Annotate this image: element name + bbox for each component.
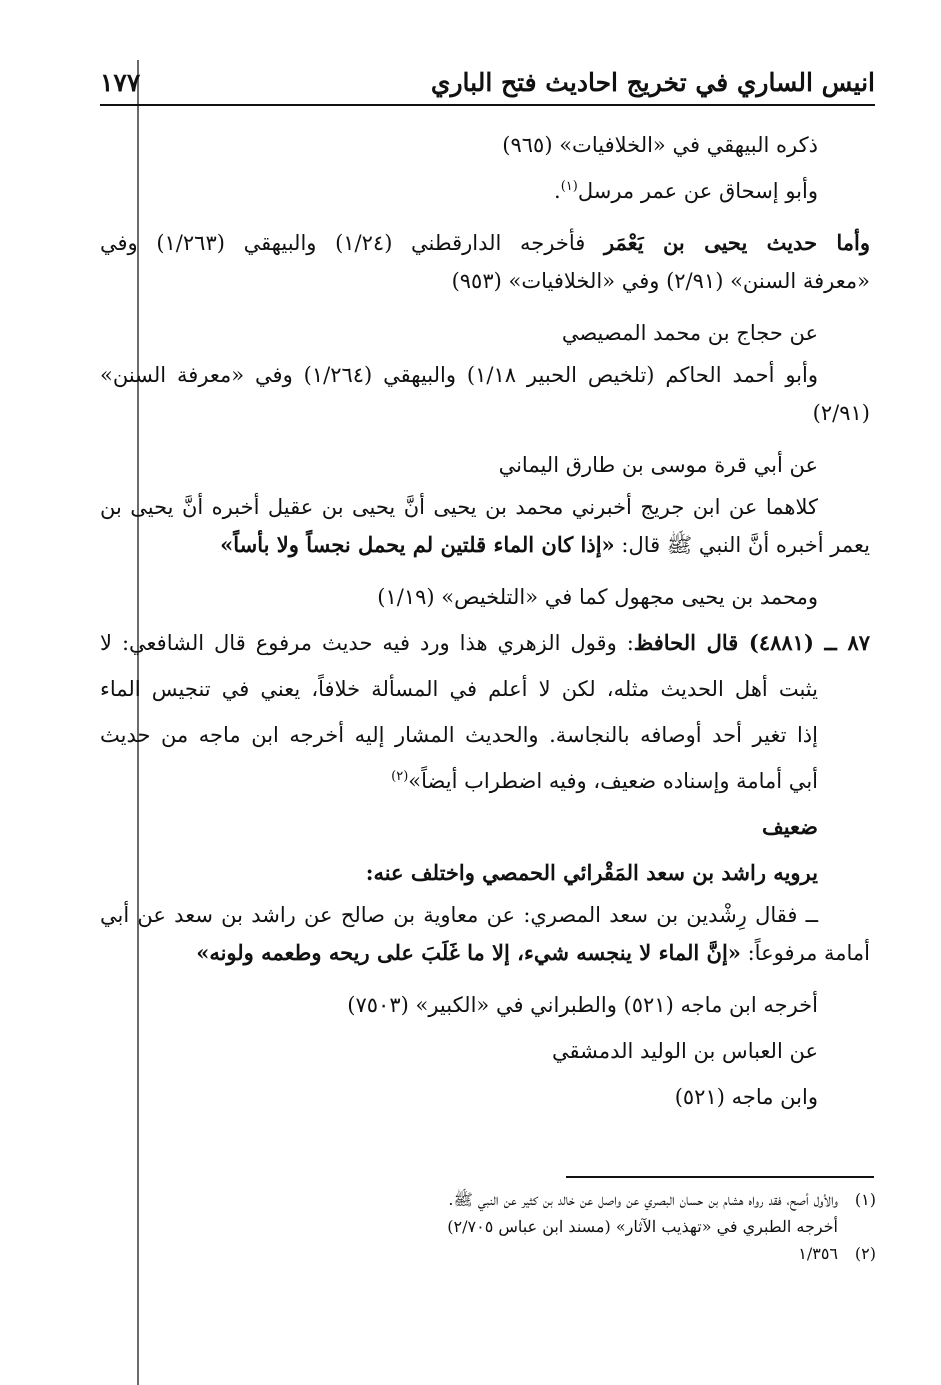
text-line: ومحمد بن يحيى مجهول كما في «التلخيص» (١/١٩) bbox=[377, 585, 818, 609]
footnote-1-continuation: أخرجه الطبري في «تهذيب الآثار» (مسند ابن عباس ٢/٧٠٥) bbox=[447, 1217, 838, 1236]
main-text bbox=[100, 122, 870, 1120]
text-line: عن أبي قرة موسى بن طارق اليماني bbox=[498, 453, 818, 477]
text-line: أخرجه ابن ماجه (٥٢١) والطبراني في «الكبير» (٧٥٠٣) bbox=[347, 993, 818, 1017]
header-rule bbox=[100, 104, 875, 106]
text-line: إذا تغير أحد أوصافه بالنجاسة. والحديث المشار إليه أخرجه ابن ماجه من حديث bbox=[100, 723, 818, 747]
footnote-number: (٢) bbox=[854, 1244, 876, 1263]
text-line: يعمر أخبره أنَّ النبي ﷺ قال: «إذا كان الماء قلتين لم يحمل نجساً ولا بأساً» bbox=[220, 532, 870, 557]
footnotes bbox=[150, 1186, 876, 1267]
text-line: يرويه راشد بن سعد المَقْرائي الحمصي واختلف عنه: bbox=[365, 860, 818, 885]
footnote-2: (٢)١/٣٥٦ bbox=[150, 1240, 876, 1267]
text-line: عن حجاج بن محمد المصيصي bbox=[561, 321, 818, 345]
text-line: كلاهما عن ابن جريج أخبرني محمد بن يحيى أنَّ يحيى بن عقيل أخبره أنَّ يحيى بن bbox=[100, 495, 818, 519]
footnote-ref: (١) bbox=[560, 179, 578, 194]
text-line: وأما حديث يحيى بن يَعْمَر فأخرجه الدارقطني (١/٢٤) والبيهقي (١/٢٦٣) وفي bbox=[100, 230, 870, 255]
text-line: وأبو إسحاق عن عمر مرسل$^{(١)}$. bbox=[554, 179, 818, 203]
footnote-1: (١)والأول أصح، فقد رواه هشام بن حسان البصري عن واصل عن خالد بن كثير عن النبي ﷺ. bbox=[150, 1186, 876, 1213]
text-line: وابن ماجه (٥٢١) bbox=[674, 1085, 818, 1109]
text-line: يثبت أهل الحديث مثله، لكن لا أعلم في المسألة خلافاً، يعني في تنجيس الماء bbox=[100, 677, 818, 701]
text-line: (٢/٩١) bbox=[812, 401, 870, 425]
text-line: وأبو أحمد الحاكم (تلخيص الحبير ١/١٨) والبيهقي (١/٢٦٤) وفي «معرفة السنن» bbox=[100, 363, 818, 387]
footnote-separator bbox=[566, 1176, 874, 1178]
footnote-number: (١) bbox=[854, 1190, 876, 1209]
text-line: أبي أمامة وإسناده ضعيف، وفيه اضطراب أيضاً»$^{(٢)}$ bbox=[391, 769, 818, 793]
text-line: ــ فقال رِشْدين بن سعد المصري: عن معاوية بن صالح عن راشد بن سعد عن أبي bbox=[100, 903, 818, 927]
footnote-ref: (٢) bbox=[391, 769, 409, 784]
text-line: عن العباس بن الوليد الدمشقي bbox=[552, 1039, 818, 1063]
text-line: أمامة مرفوعاً: «إنَّ الماء لا ينجسه شيء، إلا ما غَلَبَ على ريحه وطعمه ولونه» bbox=[196, 940, 870, 965]
running-title: انيس الساري في تخريج احاديث فتح الباري bbox=[430, 68, 875, 97]
text-line: ذكره البيهقي في «الخلافيات» (٩٦٥) bbox=[502, 133, 818, 157]
text-line: ٨٧ ــ (٤٨٨١) قال الحافظ: وقول الزهري هذا ورد فيه حديث مرفوع قال الشافعي: لا bbox=[100, 630, 870, 655]
page-header bbox=[100, 64, 875, 104]
text-line: «معرفة السنن» (٢/٩١) وفي «الخلافيات» (٩٥٣) bbox=[451, 269, 870, 293]
section-heading: ضعيف bbox=[761, 814, 818, 839]
page-number: ١٧٧ bbox=[100, 68, 141, 97]
